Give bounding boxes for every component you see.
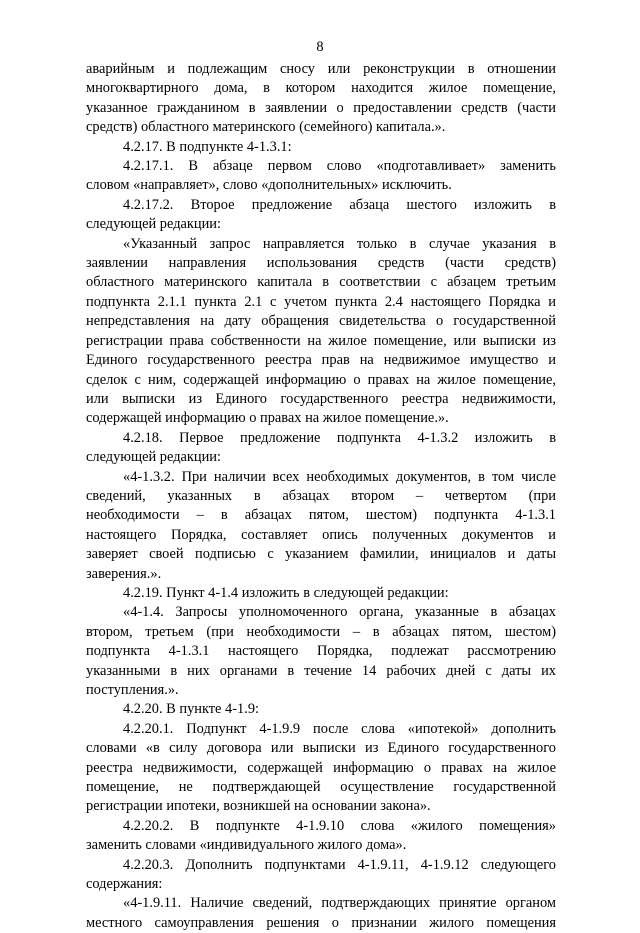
text-line: или выписки из Единого государственного реестра недвижимости, <box>86 390 556 407</box>
text-line: содержания: <box>86 876 163 893</box>
text-line: подпункта 4-1.3.1 настоящего Порядка, подлежат рассмотрению <box>86 643 556 660</box>
text-line: заверения.». <box>86 565 162 582</box>
text-line: реестра недвижимости, содержащей информацию о правах на жилое <box>86 759 556 776</box>
document-body <box>86 60 556 933</box>
text-line: 4.2.20.1. Подпункт 4-1.9.9 после слова «ипотекой» дополнить <box>123 720 556 737</box>
paragraph <box>86 429 556 468</box>
text-line: «4-1.4. Запросы уполномоченного органа, указанные в абзацах <box>123 604 556 621</box>
text-line: Единого государственного реестра прав на недвижимое имущество и <box>86 352 556 369</box>
paragraph <box>86 60 556 138</box>
text-line: словами «в силу договора или выписки из Единого государственного <box>86 740 556 757</box>
text-line: 4.2.17.2. Второе предложение абзаца шестого изложить в <box>123 196 556 213</box>
text-line: необходимости – в абзацах пятом, шестом) подпункта 4-1.3.1 <box>86 507 556 524</box>
text-line: 4.2.17.1. В абзаце первом слово «подготавливает» заменить <box>123 158 556 175</box>
text-line: 4.2.19. Пункт 4-1.4 изложить в следующей редакции: <box>123 584 449 601</box>
text-line: следующей редакции: <box>86 449 221 466</box>
text-line: 4.2.20.3. Дополнить подпунктами 4-1.9.11, 4-1.9.12 следующего <box>123 856 556 873</box>
text-line: многоквартирного дома, в котором находится жилое помещение, <box>86 80 556 97</box>
text-line: сведений, указанных в абзацах втором – четвертом (при <box>86 487 556 504</box>
text-line: аварийным и подлежащим сносу или реконструкции в отношении <box>86 61 556 77</box>
text-line: втором, третьем (при необходимости – в абзацах пятом, шестом) <box>86 623 556 640</box>
text-line: регистрации ипотеки, возникшей на основании закона». <box>86 798 431 815</box>
text-line: 4.2.18. Первое предложение подпункта 4-1.3.2 изложить в <box>123 429 556 446</box>
text-line: подпункта 2.1.1 пункта 2.1 с учетом пункта 2.4 настоящего Порядка и <box>86 293 556 310</box>
text-line: 4.2.20. В пункте 4-1.9: <box>123 701 260 718</box>
paragraph <box>86 235 556 429</box>
text-line: регистрации права собственности на жилое помещение, или выписки из <box>86 332 556 349</box>
text-line: заменить словами «индивидуального жилого дома». <box>86 837 407 854</box>
text-line: «Указанный запрос направляется только в случае указания в <box>123 235 556 252</box>
text-line: заявлении направления использования средств (части средств) <box>86 255 556 272</box>
text-line: областного материнского капитала в соответствии с абзацем третьим <box>86 274 556 291</box>
paragraph <box>86 468 556 584</box>
text-line: помещение, не подтверждающей осуществление государственной <box>86 779 556 796</box>
text-line: «4-1.9.11. Наличие сведений, подтверждающих принятие органом <box>123 895 556 912</box>
text-line: местного самоуправления решения о признании жилого помещения <box>86 914 556 931</box>
paragraph <box>86 700 556 719</box>
text-line: указанными в них органами в течение 14 рабочих дней с даты их <box>86 662 556 679</box>
text-line: указанное гражданином в заявлении о предоставлении средств (части <box>86 99 556 116</box>
text-line: средств) областного материнского (семейного) капитала.». <box>86 119 446 136</box>
text-line: настоящего Порядка, составляет опись полученных документов и <box>86 526 556 543</box>
paragraph <box>86 603 556 700</box>
text-line: сделок с ним, содержащей информацию о правах на жилое помещение, <box>86 371 556 388</box>
text-line: 4.2.17. В подпункте 4-1.3.1: <box>123 138 292 155</box>
paragraph <box>86 196 556 235</box>
paragraph <box>86 894 556 933</box>
paragraph <box>86 138 556 157</box>
text-line: поступления.». <box>86 682 179 698</box>
paragraph <box>86 817 556 856</box>
text-line: словом «направляет», слово «дополнительных» исключить. <box>86 177 452 194</box>
text-line: следующей редакции: <box>86 216 221 233</box>
text-line: «4-1.3.2. При наличии всех необходимых документов, в том числе <box>123 468 556 485</box>
page-number: 8 <box>316 39 324 55</box>
text-line: содержащей информацию о правах на жилое помещение.». <box>86 410 449 427</box>
text-line: непредставления на дату обращения свидетельства о государственной <box>86 313 556 330</box>
text-line: заверяет своей подписью с указанием фамилии, инициалов и даты <box>86 546 556 563</box>
text-line: 4.2.20.2. В подпункте 4-1.9.10 слова «жилого помещения» <box>123 817 556 834</box>
paragraph <box>86 584 556 603</box>
paragraph <box>86 157 556 196</box>
paragraph <box>86 720 556 817</box>
paragraph <box>86 856 556 895</box>
